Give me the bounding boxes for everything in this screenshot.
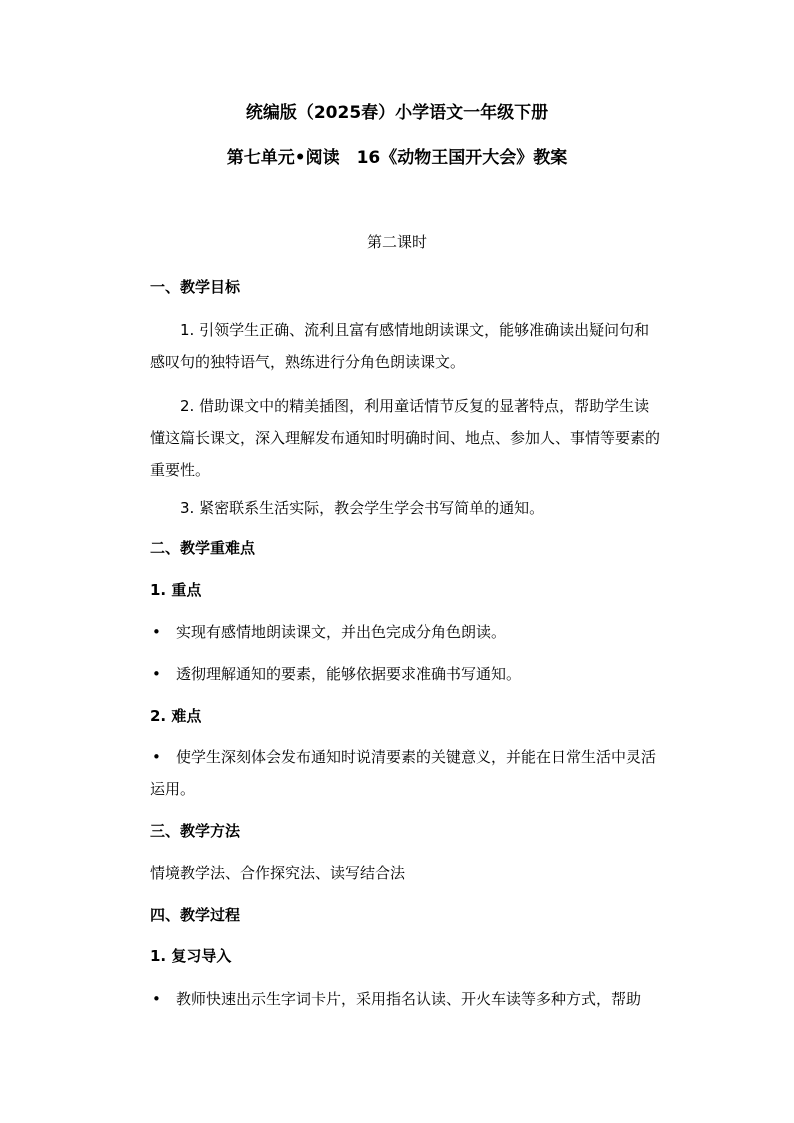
review-item xyxy=(150,983,660,1015)
document-subtitle: 第七单元•阅读 16《动物王国开大会》教案 xyxy=(226,148,568,168)
lesson-label: 第二课时 xyxy=(366,233,427,251)
objective-item-3: 3. 紧密联系生活实际，教会学生学会书写简单的通知。 xyxy=(180,499,545,517)
key-point-item xyxy=(150,616,660,648)
section-heading-process: 四、教学过程 xyxy=(150,906,241,924)
bullet-icon: • xyxy=(152,990,161,1008)
methods-text: 情境教学法、合作探究法、读写结合法 xyxy=(150,864,406,882)
objective-item-2: 2. 借助课文中的精美插图，利用童话情节反复的显著特点，帮助学生读懂这篇长课文，深入理解发布通知时明确时间、地点、参加人、事情等要素的重要性。 xyxy=(150,397,661,479)
bullet-icon: • xyxy=(152,665,161,683)
subheading-review: 1. 复习导入 xyxy=(150,947,232,965)
difficult-point-item xyxy=(150,741,660,805)
difficult-point-text: 使学生深刻体会发布通知时说清要素的关键意义，并能在日常生活中灵活运用。 xyxy=(150,748,657,798)
section-heading-objectives: 一、教学目标 xyxy=(150,278,241,296)
section-heading-methods: 三、教学方法 xyxy=(150,822,241,840)
bullet-icon: • xyxy=(152,748,161,766)
objective-item-1: 1. 引领学生正确、流利且富有感情地朗读课文，能够准确读出疑问句和感叹句的独特语气，熟练进行分角色朗读课文。 xyxy=(150,321,650,371)
bullet-icon: • xyxy=(152,623,161,641)
key-point-text: 透彻理解通知的要素，能够依据要求准确书写通知。 xyxy=(176,665,522,683)
subheading-key: 1. 重点 xyxy=(150,581,202,599)
subheading-difficult: 2. 难点 xyxy=(150,707,202,725)
section-heading-key-points: 二、教学重难点 xyxy=(150,539,256,557)
document-title: 统编版（2025春）小学语文一年级下册 xyxy=(245,103,549,123)
review-text: 教师快速出示生字词卡片，采用指名认读、开火车读等多种方式，帮助 xyxy=(176,990,642,1008)
key-point-item xyxy=(150,658,660,690)
key-point-text: 实现有感情地朗读课文，并出色完成分角色朗读。 xyxy=(176,623,507,641)
